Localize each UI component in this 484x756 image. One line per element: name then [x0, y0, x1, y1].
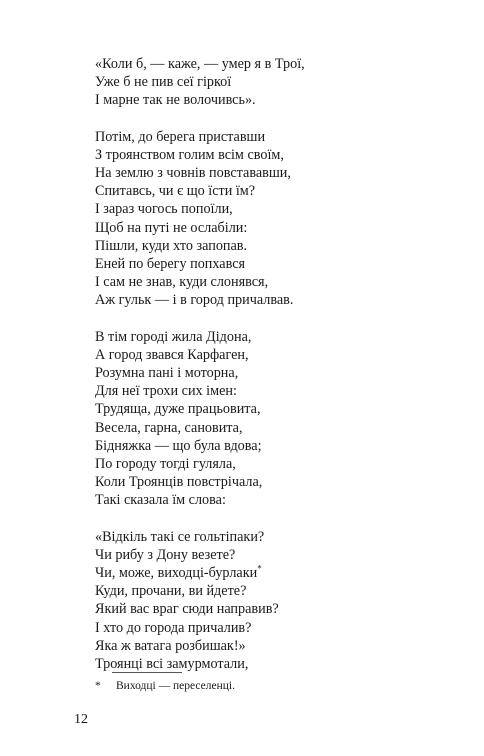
verse-line: Який вас враг сюди направив? — [95, 601, 279, 618]
verse-line: Потім, до берега приставши — [95, 128, 266, 145]
verse-line: Куди, прочани, ви йдете? — [95, 583, 247, 600]
footnote — [95, 679, 235, 693]
stanza-3 — [95, 328, 435, 510]
verse-line: Чи рибу з Дону везете? — [95, 546, 236, 563]
verse-line: Щоб на путі не ослабіли: — [95, 219, 248, 236]
verse-line: Трудяща, дуже працьовита, — [95, 401, 261, 418]
verse-line: «Коли б, — каже, — умер я в Трої, — [95, 56, 305, 72]
verse-line: На землю з човнів повстававши, — [95, 165, 291, 182]
verse-line: В тім городі жила Дідона, — [95, 328, 252, 345]
verse-line: Яка ж ватага розбишак!» — [95, 637, 246, 654]
poem-text — [95, 55, 435, 691]
stanza-1 — [95, 55, 435, 110]
verse-line: Такі сказала їм слова: — [95, 492, 226, 509]
verse-line: З троянством голим всім своїм, — [95, 146, 284, 163]
stanza-2 — [95, 128, 435, 310]
verse-line: І марне так не волочивсь». — [95, 92, 256, 109]
verse-line: І хто до города причалив? — [95, 619, 252, 636]
verse-line-with-footnote — [95, 564, 435, 582]
footnote-text: Виходці — переселенці. — [116, 680, 235, 692]
verse-line: Аж гульк — і в город причалвав. — [95, 292, 294, 309]
verse-line: Для неї трохи сих імен: — [95, 383, 237, 400]
verse-line: Уже б не пив сеї гіркої — [95, 74, 232, 91]
verse-line: «Відкіль такі се гольтіпаки? — [95, 528, 265, 545]
verse-line: Спитавсь, чи є що їсти їм? — [95, 183, 256, 200]
footnote-marker: * — [95, 680, 101, 692]
verse-line: Троянці всі замурмотали, — [95, 656, 249, 673]
verse-line: І сам не знав, куди слонявся, — [95, 274, 269, 291]
footnote-divider — [112, 672, 182, 673]
stanza-4 — [95, 528, 435, 674]
verse-line: А город звався Карфаген, — [95, 346, 249, 363]
page-number: 12 — [74, 712, 88, 727]
verse-line: Еней по берегу попхався — [95, 256, 246, 273]
verse-line: Пішли, куди хто запопав. — [95, 237, 248, 254]
footnote-reference: * — [257, 563, 262, 574]
verse-line: Розумна пані і моторна, — [95, 365, 239, 382]
verse-line-text: Чи, може, виходці-бурлаки — [95, 565, 258, 582]
verse-line: Весела, гарна, сановита, — [95, 419, 243, 436]
verse-line: Бідняжка — що була вдова; — [95, 437, 262, 454]
verse-line: І зараз чогось попоїли, — [95, 201, 233, 218]
verse-line: Коли Троянців повстрічала, — [95, 474, 263, 491]
verse-line: По городу тогді гуляла, — [95, 456, 236, 473]
